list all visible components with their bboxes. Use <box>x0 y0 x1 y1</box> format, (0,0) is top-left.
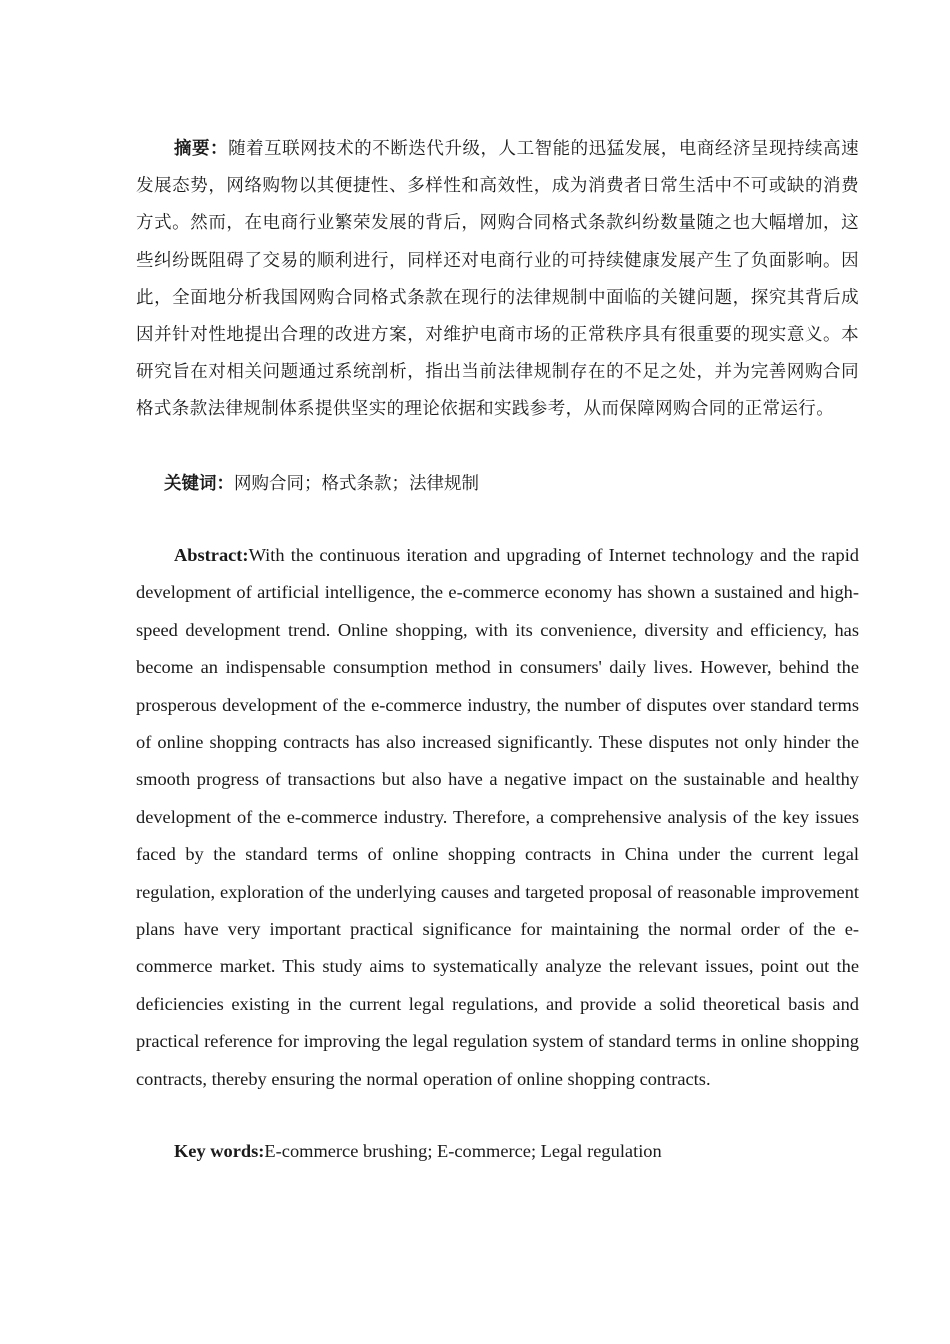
chinese-keywords-line <box>136 466 859 503</box>
english-keywords-label: Key words: <box>174 1141 265 1161</box>
chinese-abstract-paragraph <box>136 131 859 429</box>
english-keywords-line <box>136 1133 859 1170</box>
english-keywords-text: E-commerce brushing; E-commerce; Legal regulation <box>264 1141 662 1161</box>
chinese-abstract-label: 摘要： <box>174 139 229 159</box>
chinese-keywords-label: 关键词： <box>164 474 234 494</box>
english-abstract-paragraph <box>136 537 859 1098</box>
chinese-keywords-text: 网购合同；格式条款；法律规制 <box>234 474 479 494</box>
english-abstract-text: With the continuous iteration and upgrading of Internet technology and the rapid development of artificial intelligence, the e-commerce economy has shown a sustained and high-speed development trend. Online shopping, with its convenience, diversity and efficiency, has become an indispensable consumption method in consumers' daily lives. However, behind the prosperous development of the e-commerce industry, the number of disputes over standard terms of online shopping contracts has also increased significantly. These disputes not only hinder the smooth progress of transactions but also have a negative impact on the sustainable and healthy development of the e-commerce industry. Therefore, a comprehensive analysis of the key issues faced by the standard terms of online shopping contracts in China under the current legal regulation, exploration of the underlying causes and targeted proposal of reasonable improvement plans have very important practical significance for maintaining the normal order of the e-commerce market. This study aims to systematically analyze the relevant issues, point out the deficiencies existing in the current legal regulations, and provide a solid theoretical basis and practical reference for improving the legal regulation system of standard terms in online shopping contracts, thereby ensuring the normal operation of online shopping contracts. <box>136 545 859 1089</box>
english-abstract-label: Abstract: <box>174 545 249 565</box>
chinese-abstract-text: 随着互联网技术的不断迭代升级，人工智能的迅猛发展，电商经济呈现持续高速发展态势，网络购物以其便捷性、多样性和高效性，成为消费者日常生活中不可或缺的消费方式。然而，在电商行业繁荣发展的背后，网购合同格式条款纠纷数量随之也大幅增加，这些纠纷既阻碍了交易的顺利进行，同样还对电商行业的可持续健康发展产生了负面影响。因此，全面地分析我国网购合同格式条款在现行的法律规制中面临的关键问题，探究其背后成因并针对性地提出合理的改进方案，对维护电商市场的正常秩序具有很重要的现实意义。本研究旨在对相关问题通过系统剖析，指出当前法律规制存在的不足之处，并为完善网购合同格式条款法律规制体系提供坚实的理论依据和实践参考，从而保障网购合同的正常运行。 <box>136 139 859 420</box>
